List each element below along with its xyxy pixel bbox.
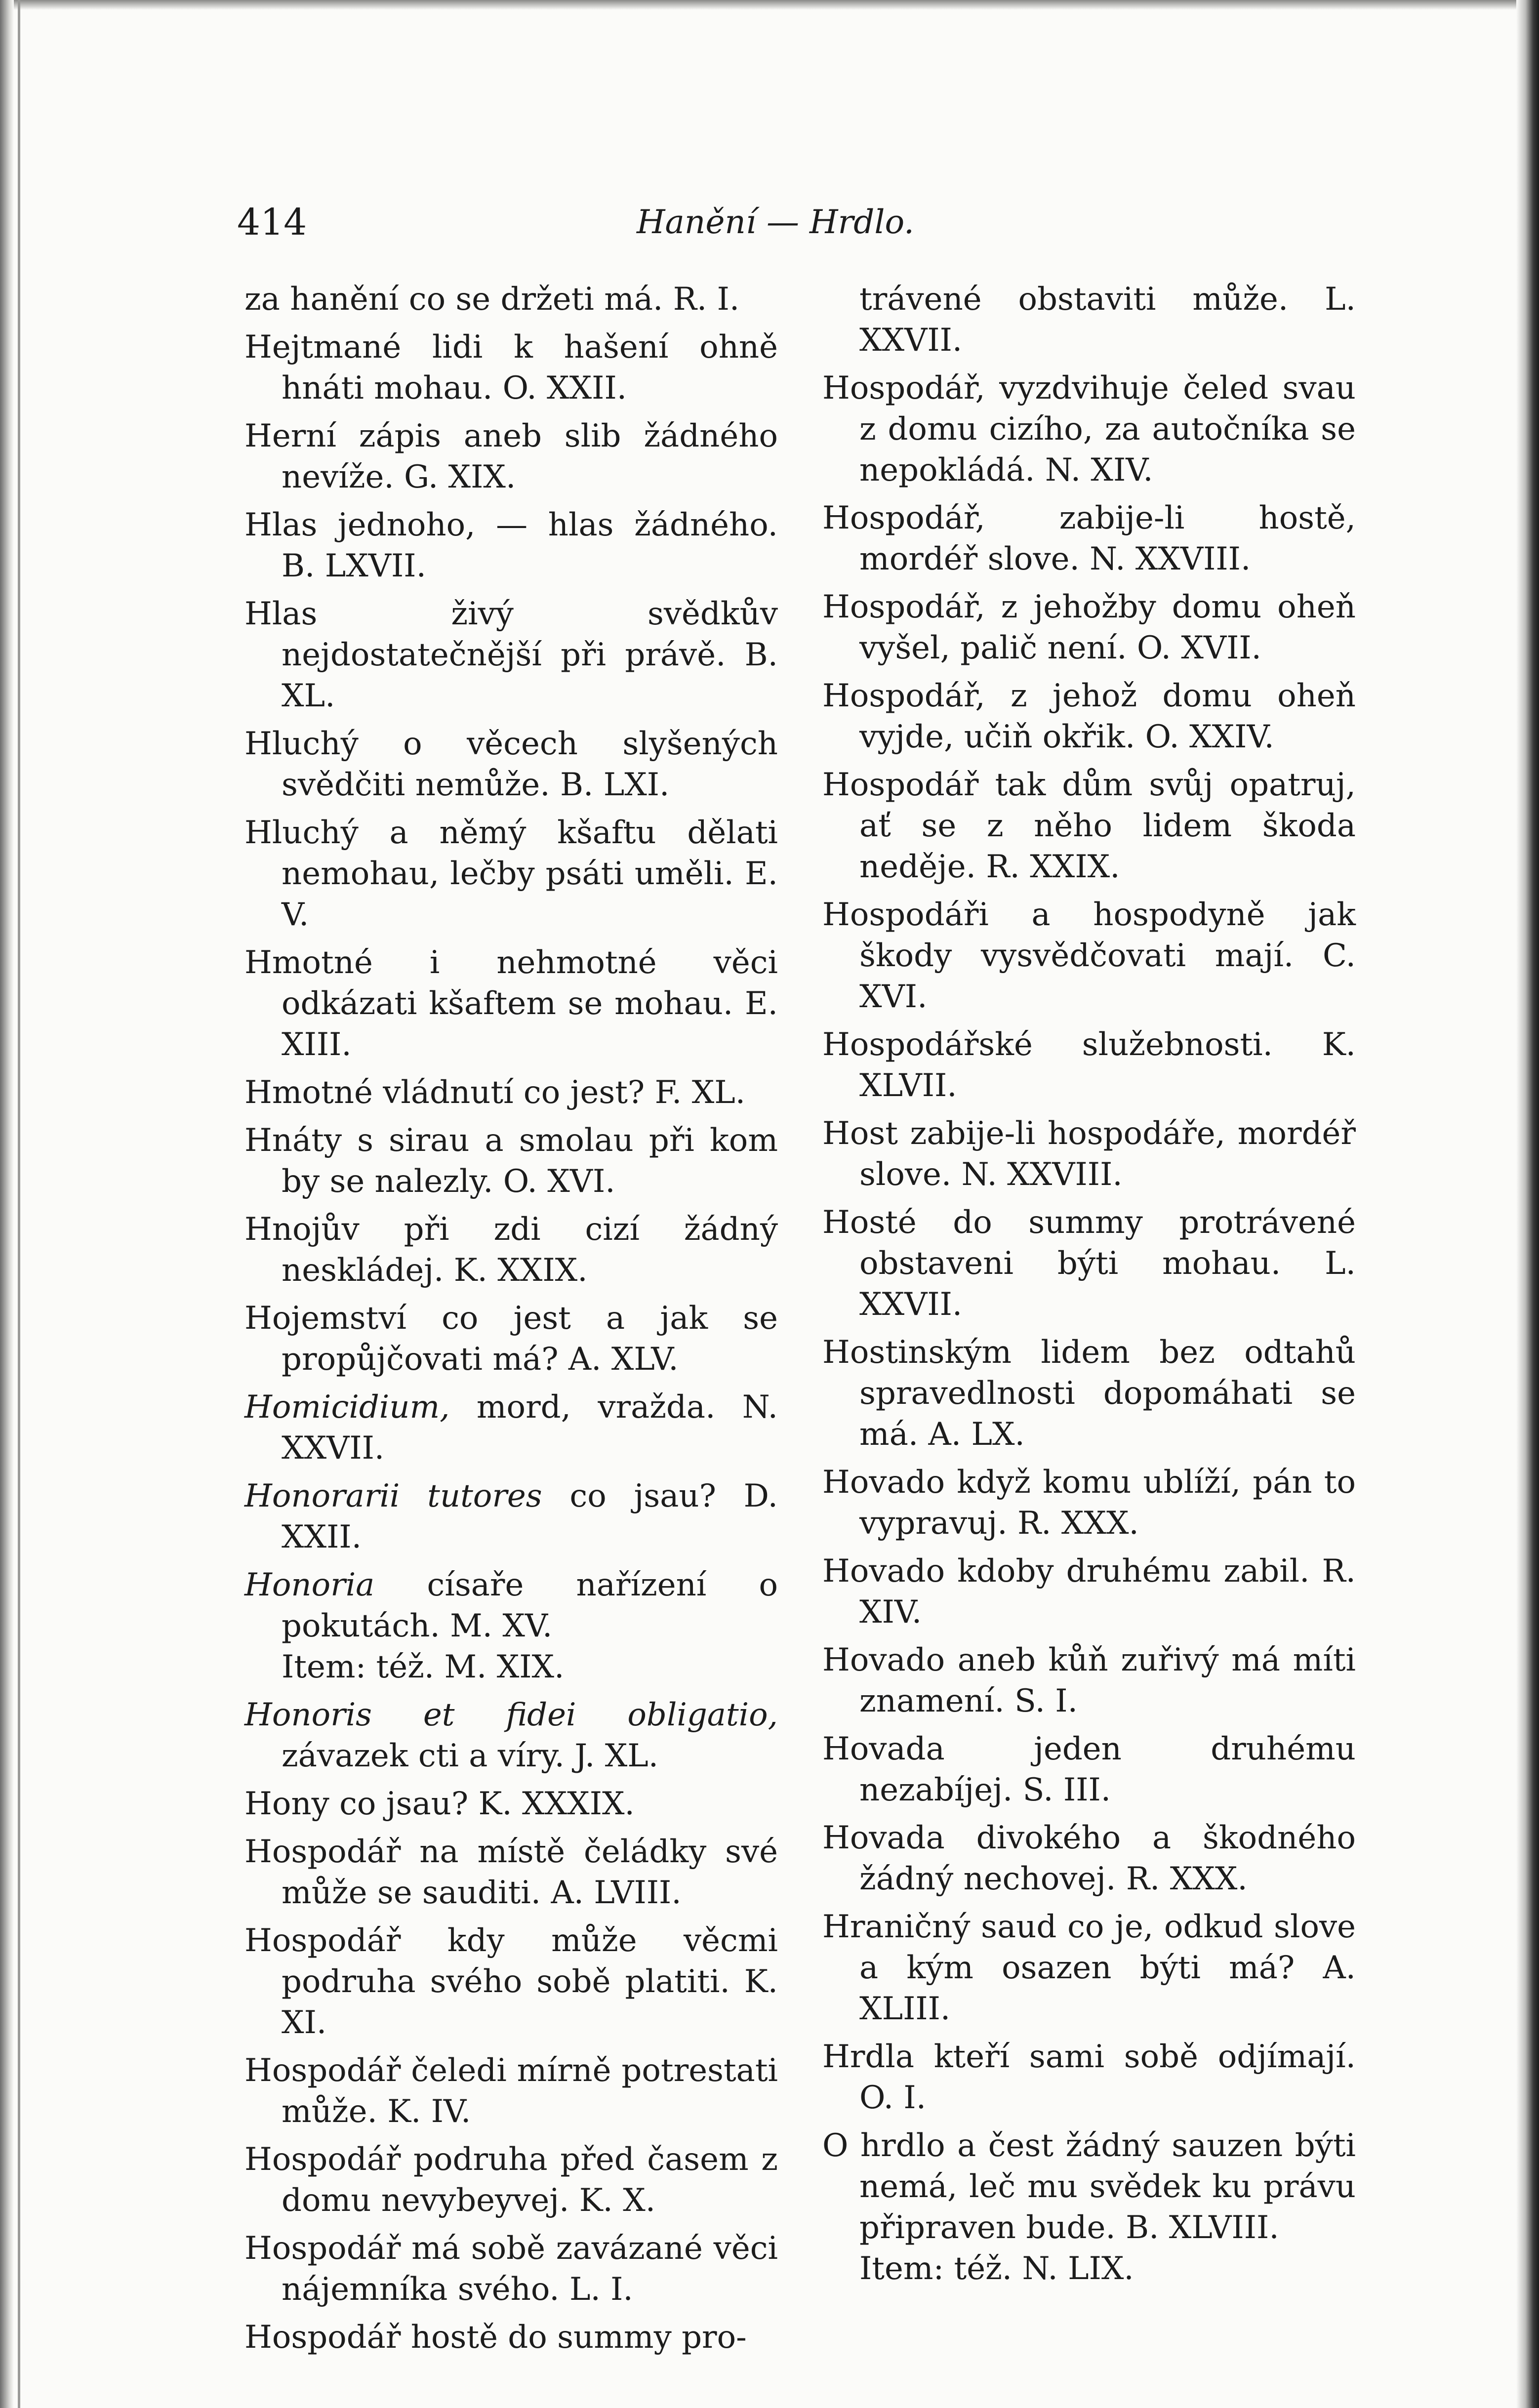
index-entry: Hovada divokého a škodného žádný nechovej. R. XXX.	[822, 1820, 1356, 1897]
index-entry: Hraničný saud co je, odkud slove a kým osazen býti má? A. XLIII.	[822, 1909, 1356, 2027]
entry-text: co jsau? D. XXII.	[282, 1478, 778, 1555]
latin-term: Homicidium,	[244, 1389, 450, 1426]
index-entry: Hnáty s sirau a smolau při kom by se nalezly. O. XVI.	[244, 1122, 778, 1200]
index-entry: Hluchý o věcech slyšených svědčiti nemůže. B. LXI.	[244, 726, 778, 803]
index-entry: Hospodář, zabije-li hostě, mordéř slove. N. XXVIII.	[822, 500, 1356, 577]
entry-text: mord, vražda. N. XXVII.	[282, 1389, 778, 1467]
scan-top-edge	[0, 0, 1539, 10]
index-entry: Hospodář podruha před časem z domu nevybeyvej. K. X.	[244, 2141, 778, 2219]
index-entry-item: Item: též. N. LIX.	[859, 2250, 1134, 2287]
scan-right-edge	[1516, 0, 1539, 2408]
left-column	[244, 279, 778, 2365]
latin-term: Honoris et fidei obligatio,	[244, 1697, 778, 1733]
index-entry: Hmotné vládnutí co jest? F. XL.	[244, 1074, 746, 1111]
running-title: Hanění — Hrdlo.	[636, 203, 915, 241]
index-entry-item: Item: též. M. XIX.	[282, 1649, 565, 1685]
index-entry: Hospodář čeledi mírně potrestati může. K. IV.	[244, 2052, 778, 2130]
index-entry: Hosté do summy protrávené obstaveni býti mohau. L. XXVII.	[822, 1204, 1356, 1323]
index-entry: za hanění co se držeti má. R. I.	[244, 281, 740, 318]
index-entry: Hejtmané lidi k hašení ohně hnáti mohau. O. XXII.	[244, 329, 778, 407]
index-entry: Hlas živý svědkův nejdostatečnější při právě. B. XL.	[244, 596, 778, 714]
index-entry-honoris	[244, 1695, 778, 1781]
index-entry: Hospodář, vyzdvihuje čeled svau z domu cizího, za autočníka se nepokládá. N. XIV.	[822, 370, 1356, 489]
index-entry-honoria	[244, 1565, 778, 1647]
index-entry: Hostinským lidem bez odtahů spravedlnosti dopomáhati se má. A. LX.	[822, 1334, 1356, 1453]
index-entry: Hospodář hostě do summy pro-	[244, 2319, 747, 2356]
index-entry: Hospodář na místě čeládky své může se sauditi. A. LVIII.	[244, 1834, 778, 1911]
index-entry: Hojemství co jest a jak se propůjčovati má? A. XLV.	[244, 1300, 778, 1378]
index-entry: Hospodář kdy může věcmi podruha svého sobě platiti. K. XI.	[244, 1922, 778, 2041]
scan-left-edge	[0, 0, 14, 2408]
index-entry: Herní zápis aneb slib žádného nevíže. G. XIX.	[244, 418, 778, 495]
index-entry: Hospodáři a hospodyně jak škody vysvědčovati mají. C. XVI.	[822, 897, 1356, 1015]
index-entry: Hony co jsau? K. XXXIX.	[244, 1786, 635, 1822]
entry-text: závazek cti a víry. J. XL.	[282, 1738, 659, 1774]
index-entry: Hnojův při zdi cizí žádný neskládej. K. XXIX.	[244, 1211, 778, 1289]
index-entry: Hovado kdoby druhému zabil. R. XIV.	[822, 1553, 1356, 1631]
index-entry: O hrdlo a čest žádný sauzen býti nemá, leč mu svědek ku právu připraven bude. B. XLVIII.	[822, 2127, 1356, 2246]
page-number: 414	[237, 201, 307, 244]
index-entry: Hovada jeden druhému nezabíjej. S. III.	[822, 1731, 1356, 1808]
index-entry: Hospodářské služebnosti. K. XLVII.	[822, 1026, 1356, 1104]
scan-left-line	[18, 0, 20, 2408]
index-entry: Hovado aneb kůň zuřivý má míti znamení. S. I.	[822, 1642, 1356, 1719]
index-entry-homicidium	[244, 1387, 778, 1473]
index-entry-continuation: trávené obstaviti může. L. XXVII.	[859, 281, 1356, 359]
index-entry: Hospodář, z jehožby domu oheň vyšel, palič není. O. XVII.	[822, 589, 1356, 666]
index-entry: Hmotné i nehmotné věci odkázati kšaftem se mohau. E. XIII.	[244, 944, 778, 1063]
index-entry: Hospodář, z jehož domu oheň vyjde, učiň okřik. O. XXIV.	[822, 678, 1356, 755]
index-entry: Hospodář tak dům svůj opatruj, ať se z něho lidem škoda neděje. R. XXIX.	[822, 767, 1356, 885]
index-entry: Hrdla kteří sami sobě odjímají. O. I.	[822, 2039, 1356, 2116]
page-header	[237, 198, 1314, 252]
index-entry: Hovado když komu ublíží, pán to vypravuj. R. XXX.	[822, 1464, 1356, 1542]
index-entry: Hlas jednoho, — hlas žádného. B. LXVII.	[244, 507, 778, 584]
entry-text: císaře nařízení o pokutách. M. XV.	[282, 1567, 778, 1644]
index-entry: Hluchý a němý kšaftu dělati nemohau, lečby psáti uměli. E. V.	[244, 815, 778, 933]
latin-term: Honoria	[244, 1567, 375, 1603]
index-entry: Host zabije-li hospodáře, mordéř slove. N. XXVIII.	[822, 1115, 1356, 1193]
latin-term: Honorarii tutores	[244, 1478, 542, 1514]
index-entry-honorarii	[244, 1476, 778, 1562]
index-entry: Hospodář má sobě zavázané věci nájemníka svého. L. I.	[244, 2230, 778, 2308]
right-column	[822, 279, 1356, 2296]
